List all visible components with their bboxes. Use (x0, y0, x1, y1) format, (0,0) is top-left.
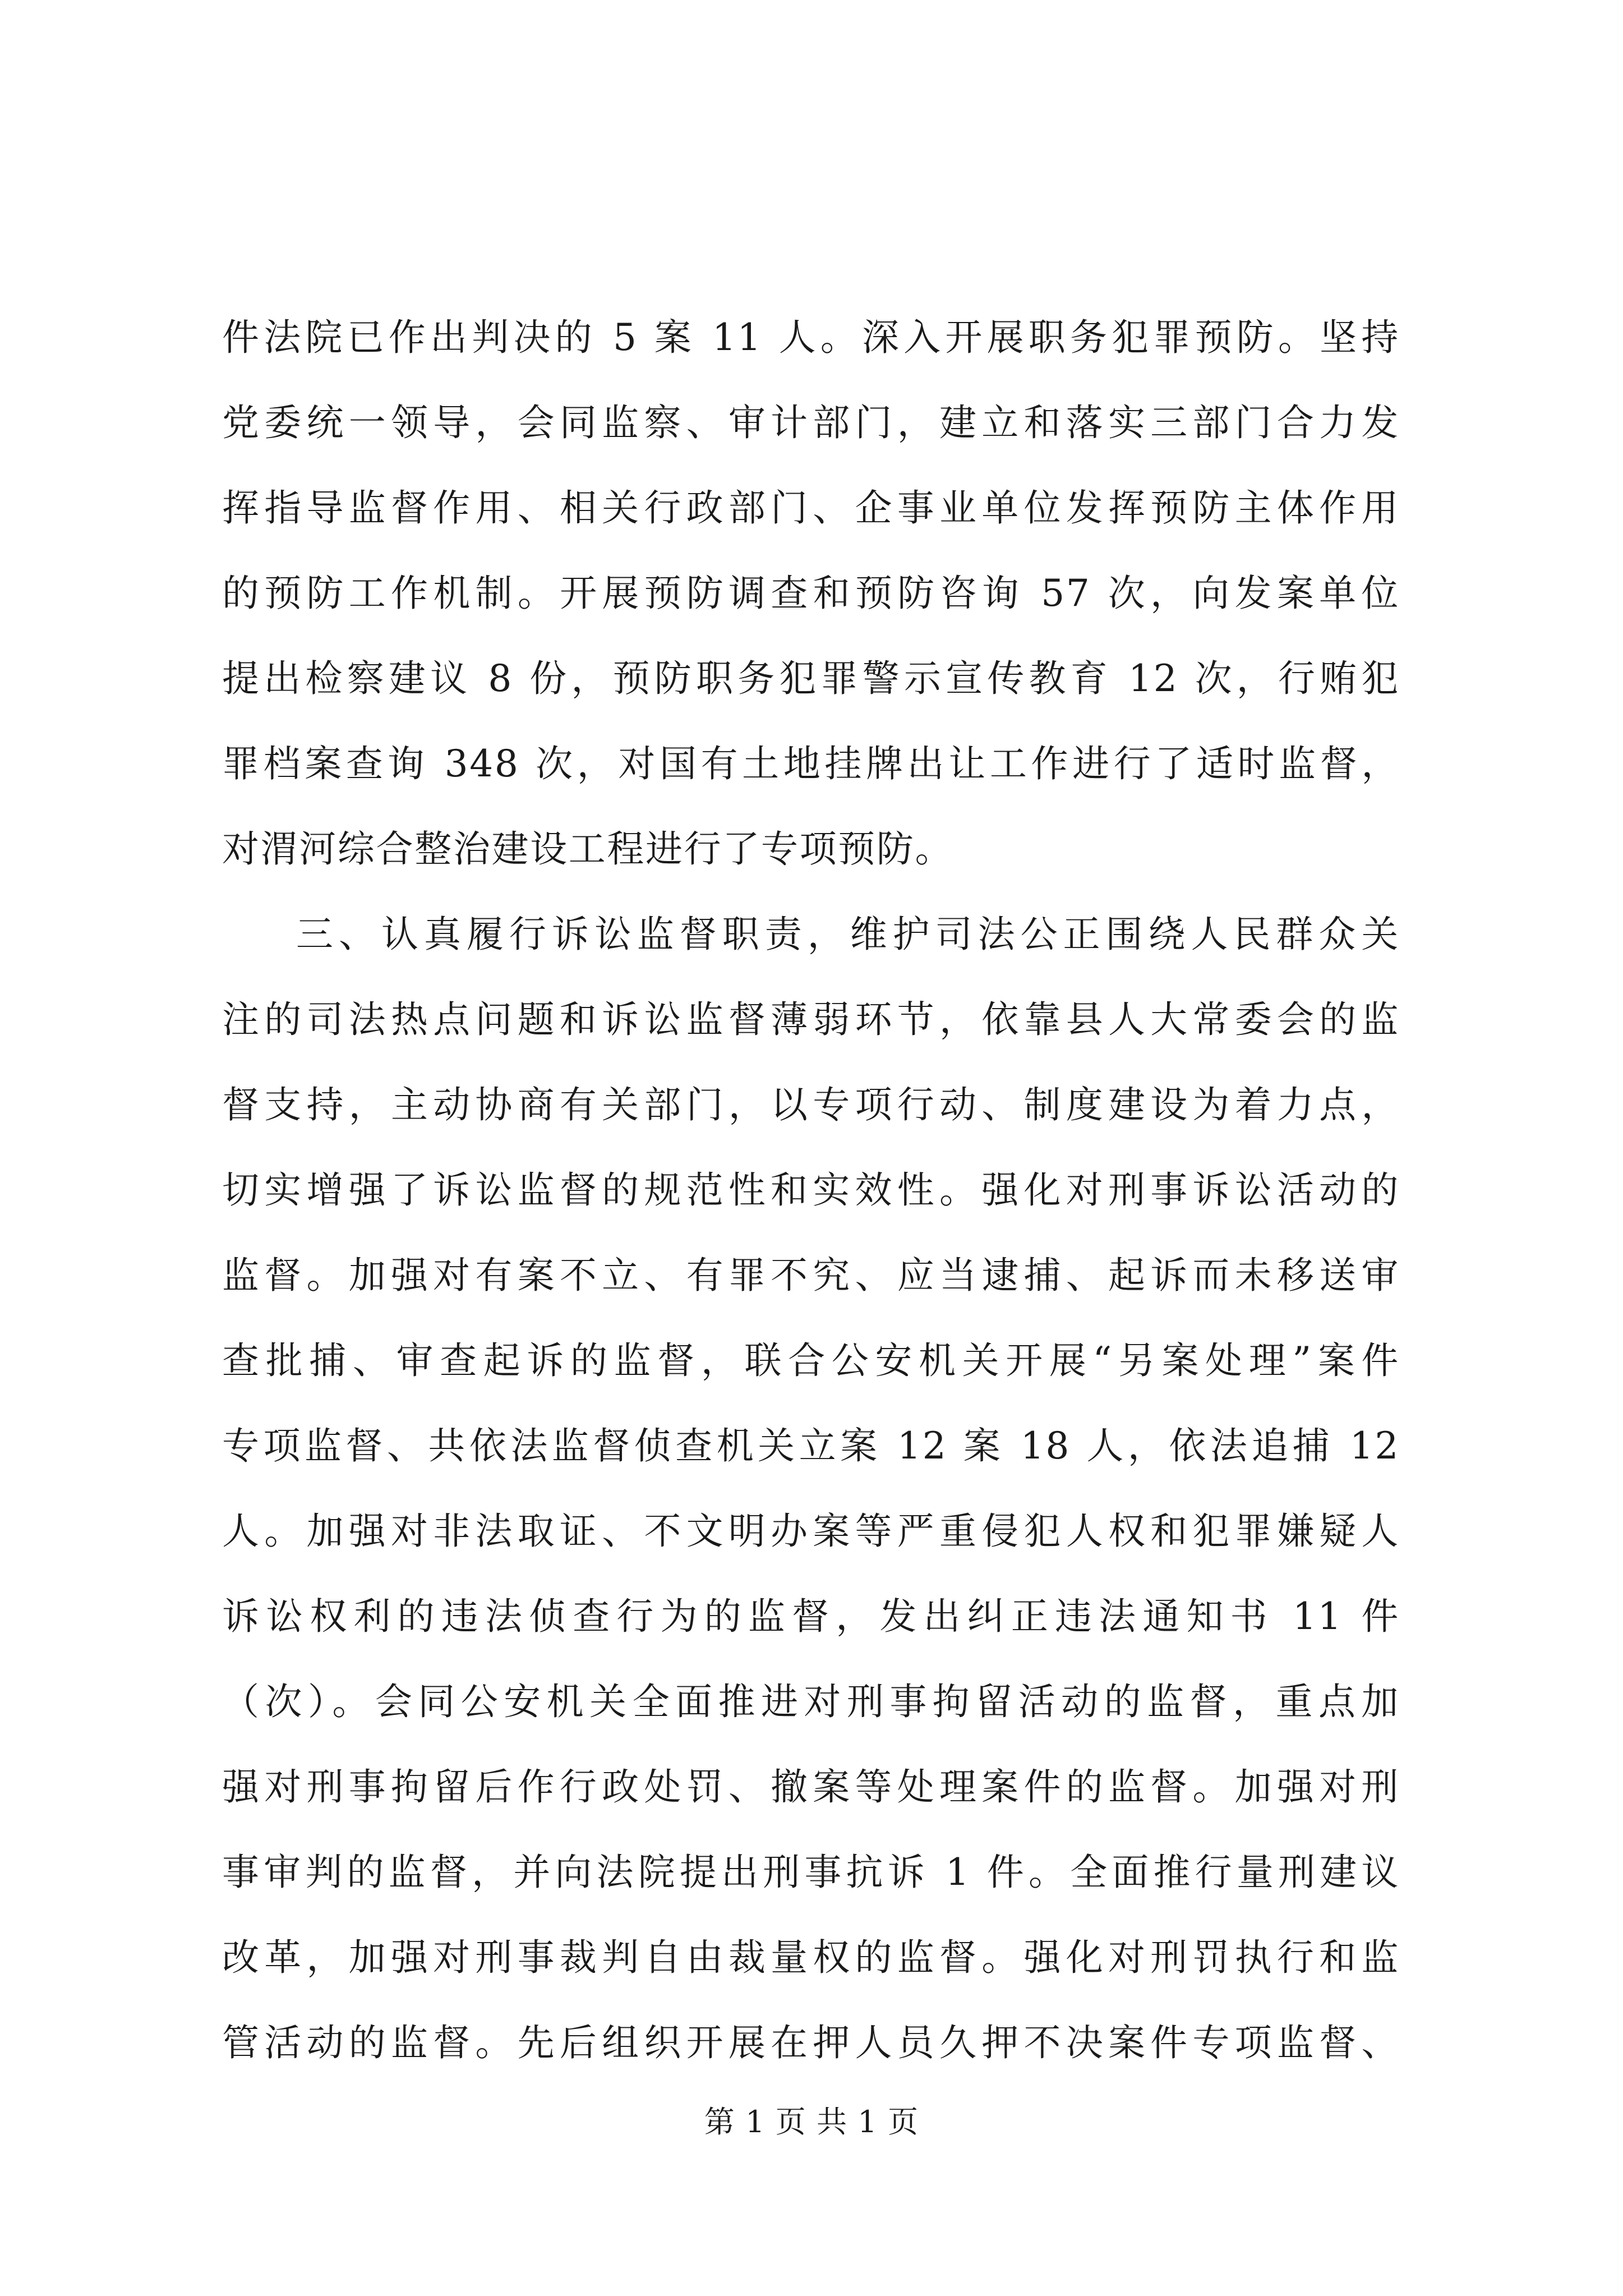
text-line: 事审判的监督，并向法院提出刑事抗诉 1 件。全面推行量刑建议 (222, 1851, 1400, 1894)
text-line: 罪档案查询 348 次，对国有土地挂牌出让工作进行了适时监督， (222, 742, 1400, 785)
text-line: 注的司法热点问题和诉讼监督薄弱环节，依靠县人大常委会的监 (222, 998, 1400, 1041)
text-line: （次）。会同公安机关全面推进对刑事拘留活动的监督，重点加 (222, 1680, 1400, 1723)
text-line: 专项监督、共依法监督侦查机关立案 12 案 18 人，依法追捕 12 (222, 1424, 1400, 1467)
text-line: 件法院已作出判决的 5 案 11 人。深入开展职务犯罪预防。坚持 (222, 316, 1400, 359)
text-line: 切实增强了诉讼监督的规范性和实效性。强化对刑事诉讼活动的 (222, 1168, 1400, 1212)
text-line: 监督。加强对有案不立、有罪不究、应当逮捕、起诉而未移送审 (222, 1254, 1400, 1297)
text-line: 对渭河综合整治建设工程进行了专项预防。 (222, 827, 954, 871)
page-number-footer: 第 1 页 共 1 页 (704, 2104, 919, 2139)
text-line: 人。加强对非法取证、不文明办案等严重侵犯人权和犯罪嫌疑人 (222, 1510, 1400, 1553)
text-line: 强对刑事拘留后作行政处罚、撤案等处理案件的监督。加强对刑 (222, 1765, 1400, 1809)
text-line: 的预防工作机制。开展预防调查和预防咨询 57 次，向发案单位 (222, 572, 1400, 615)
text-line: 党委统一领导，会同监察、审计部门，建立和落实三部门合力发 (222, 401, 1400, 444)
text-line: 督支持，主动协商有关部门，以专项行动、制度建设为着力点， (222, 1083, 1400, 1126)
text-line: 提出检察建议 8 份，预防职务犯罪警示宣传教育 12 次，行贿犯 (222, 657, 1400, 700)
text-line: 三、认真履行诉讼监督职责，维护司法公正围绕人民群众关 (296, 913, 1400, 956)
text-line: 诉讼权利的违法侦查行为的监督，发出纠正违法通知书 11 件 (222, 1595, 1400, 1638)
text-line: 挥指导监督作用、相关行政部门、企事业单位发挥预防主体作用 (222, 486, 1400, 530)
text-line: 改革，加强对刑事裁判自由裁量权的监督。强化对刑罚执行和监 (222, 1936, 1400, 1979)
text-line: 管活动的监督。先后组织开展在押人员久押不决案件专项监督、 (222, 2021, 1400, 2064)
text-line: 查批捕、审查起诉的监督，联合公安机关开展“另案处理”案件 (222, 1339, 1400, 1382)
document-body (222, 295, 1400, 2086)
